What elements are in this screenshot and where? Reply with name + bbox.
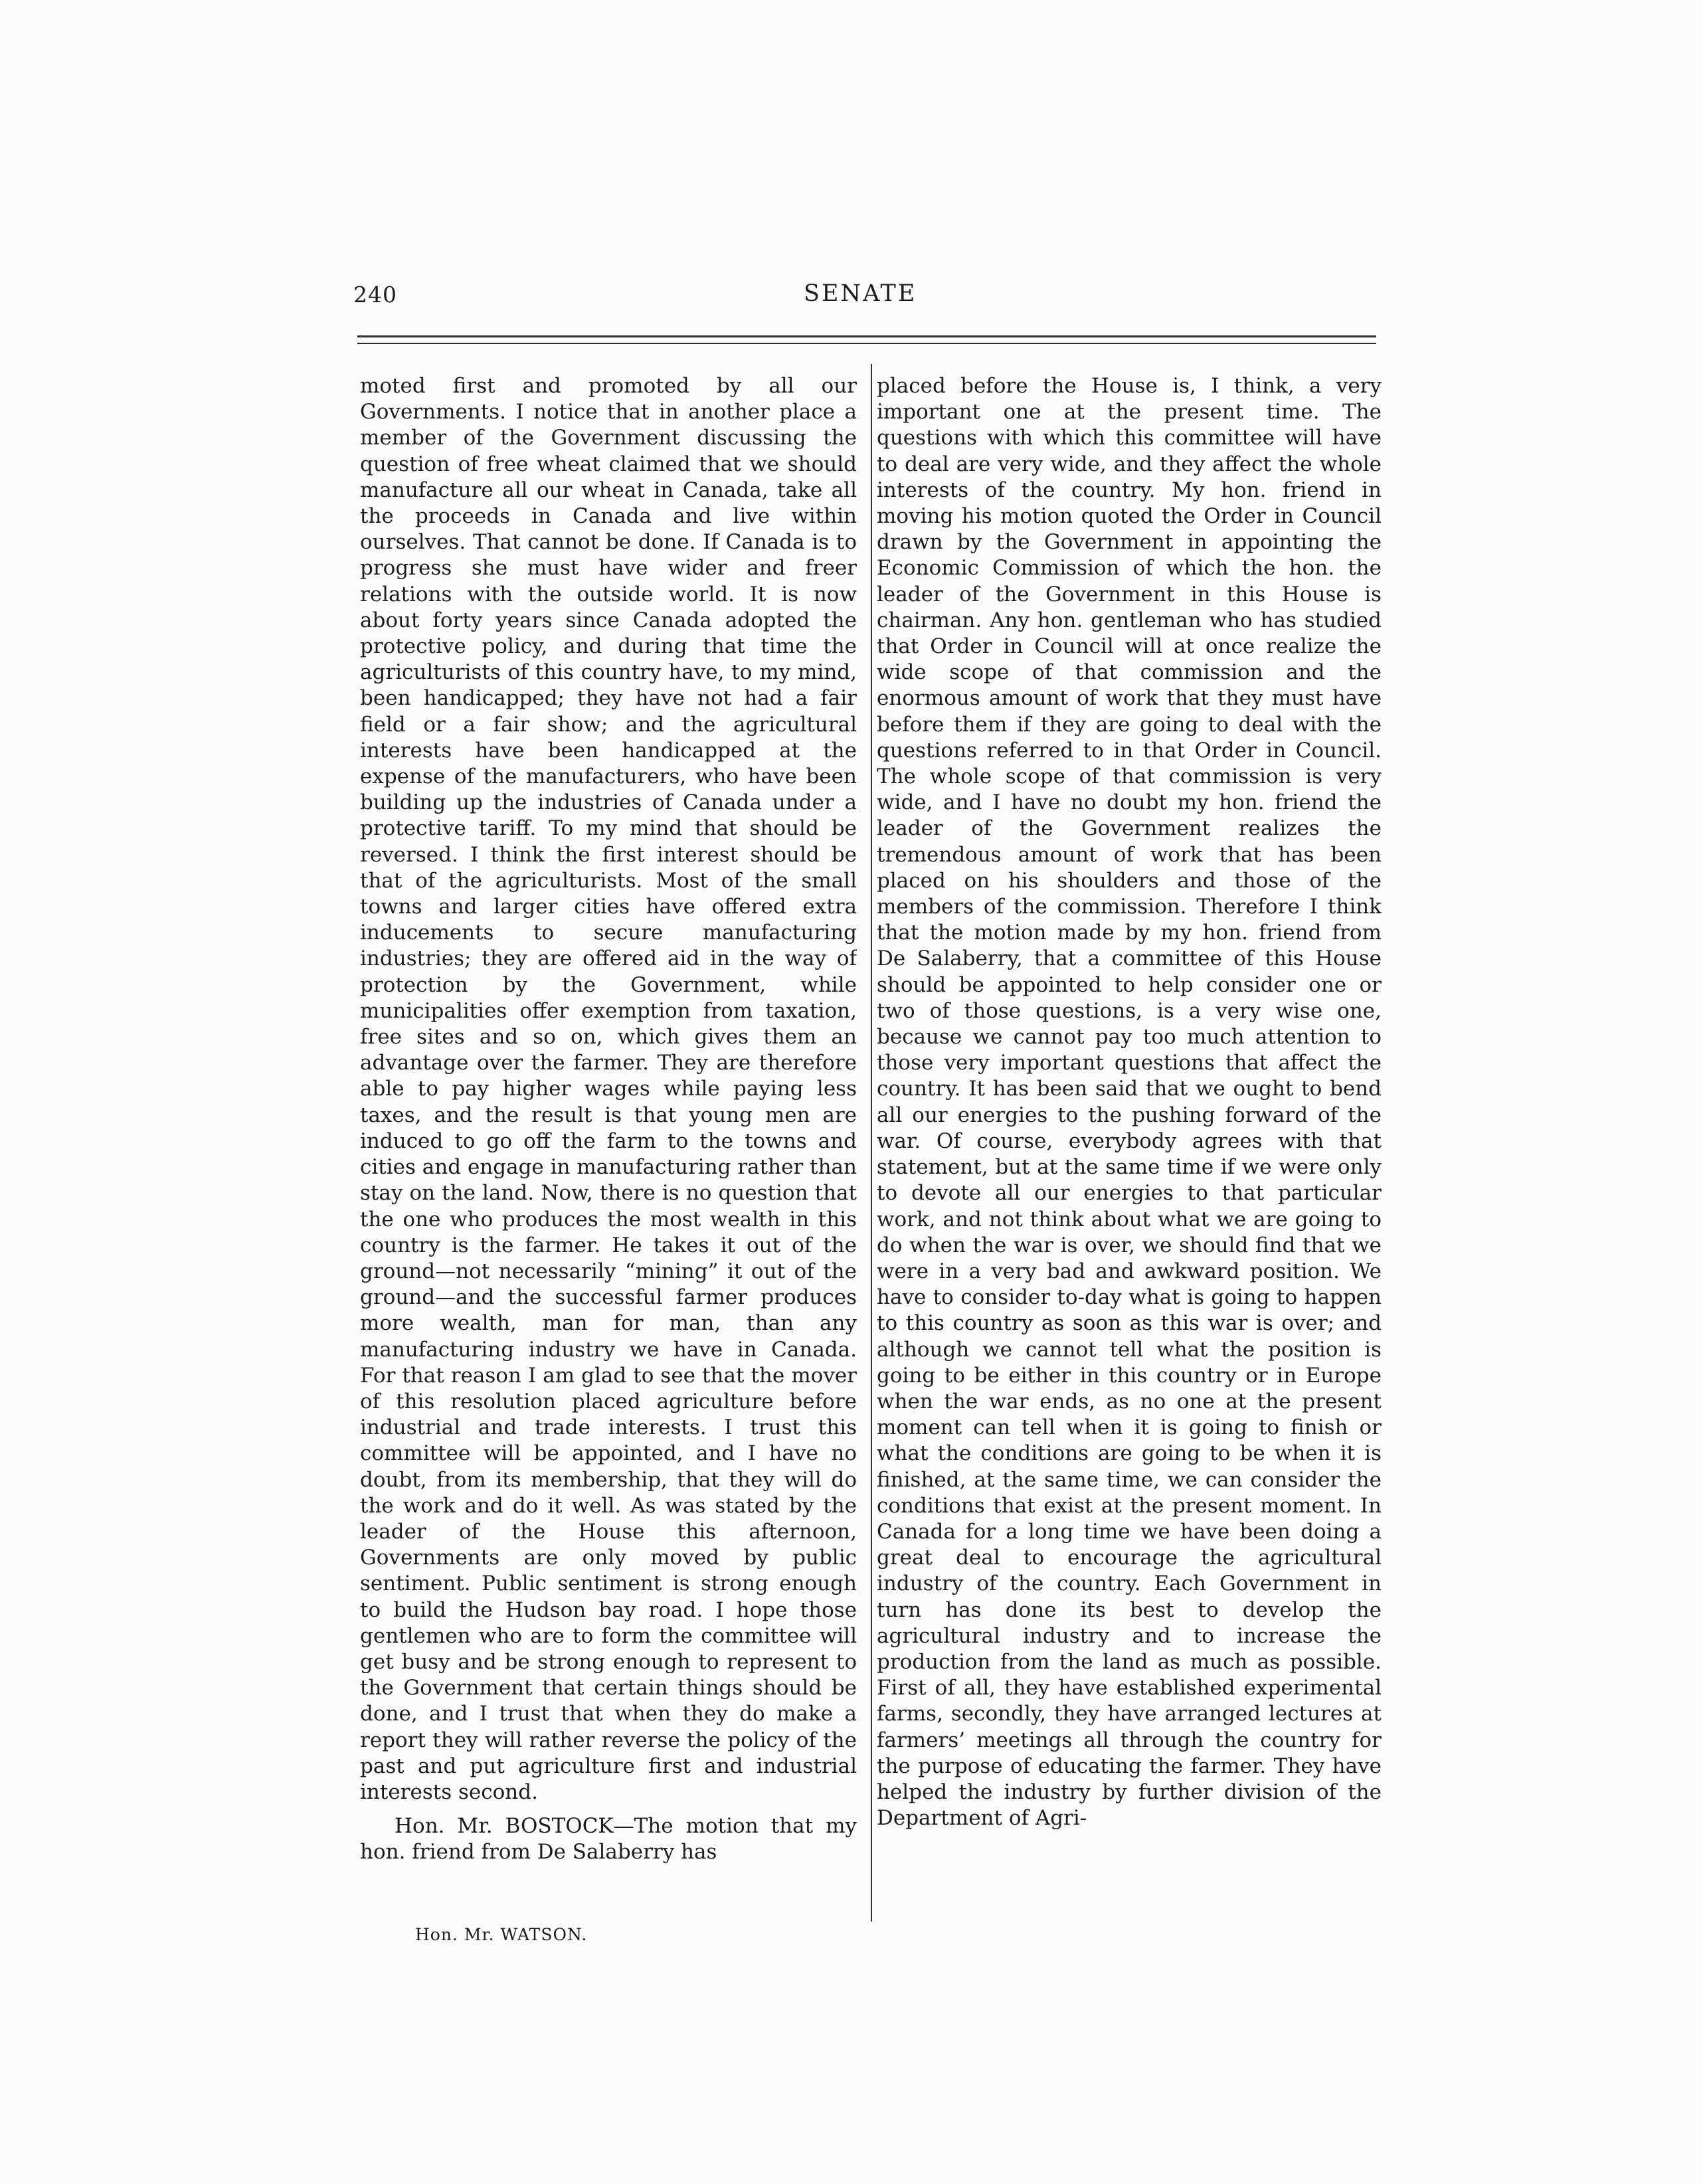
left-paragraph-2: Hon. Mr. BOSTOCK—The motion that my hon. friend from De Salaberry has: [360, 1814, 857, 1865]
right-paragraph-1: placed before the House is, I think, a very important one at the present time. The questions with which this committee will have to deal are very wide, and they affect the whole interests of the country. My hon. friend in moving his motion quoted the Order in Council drawn by the Government in appointing the Economic Commission of which the hon. the leader of the Government in this House is chairman. Any hon. gentleman who has studied that Order in Council will at once realize the wide scope of that commission and the enormous amount of work that they must have before them if they are going to deal with the questions referred to in that Order in Council. The whole scope of that commission is very wide, and I have no doubt my hon. friend the leader of the Government realizes the tremendous amount of work that has been placed on his shoulders and those of the members of the commission. Therefore I think that the motion made by my hon. friend from De Salaberry, that a committee of this House should be appointed to help consider one or two of those questions, is a very wise one, because we cannot pay too much attention to those very important questions that affect the country. It has been said that we ought to bend all our energies to the pushing forward of the war. Of course, everybody agrees with that statement, but at the same time if we were only to devote all our energies to that particular work, and not think about what we are going to do when the war is over, we should find that we were in a very bad and awkward position. We have to consider to-day what is going to happen to this country as soon as this war is over; and although we cannot tell what the position is going to be either in this country or in Europe when the war ends, as no one at the present moment can tell when it is going to finish or what the conditions are going to be when it is finished, at the same time, we can consider the conditions that exist at the present moment. In Canada for a long time we have been doing a great deal to encourage the agricultural industry of the country. Each Government in turn has done its best to develop the agricultural industry and to increase the production from the land as much as possible. First of all, they have established experimental farms, secondly, they have arranged lectures at farmers’ meetings all through the country for the purpose of educating the farmer. They have helped the industry by further division of the Department of Agri-: [877, 374, 1382, 1831]
right-column: [877, 373, 1382, 1921]
footer-speaker-line: Hon. Mr. WATSON.: [415, 1925, 588, 1944]
running-head: SENATE: [804, 280, 917, 307]
column-divider: [871, 364, 872, 1922]
page-number: 240: [353, 282, 397, 308]
left-column: [360, 373, 857, 1921]
left-paragraph-1: moted first and promoted by all our Governments. I notice that in another place a member of the Government discussing the question of free wheat claimed that we should manufacture all our wheat in Canada, take all the proceeds in Canada and live within ourselves. That cannot be done. If Canada is to progress she must have wider and freer relations with the outside world. It is now about forty years since Canada adopted the protective policy, and during that time the agriculturists of this country have, to my mind, been handicapped; they have not had a fair field or a fair show; and the agricultural interests have been handicapped at the expense of the manufacturers, who have been building up the industries of Canada under a protective tariff. To my mind that should be reversed. I think the first interest should be that of the agriculturists. Most of the small towns and larger cities have offered extra inducements to secure manufacturing industries; they are offered aid in the way of protection by the Government, while municipalities offer exemption from taxation, free sites and so on, which gives them an advantage over the farmer. They are therefore able to pay higher wages while paying less taxes, and the result is that young men are induced to go off the farm to the towns and cities and engage in manufacturing rather than stay on the land. Now, there is no question that the one who produces the most wealth in this country is the farmer. He takes it out of the ground—not necessarily “mining” it out of the ground—and the successful farmer produces more wealth, man for man, than any manufacturing industry we have in Canada. For that reason I am glad to see that the mover of this resolution placed agriculture before industrial and trade interests. I trust this committee will be appointed, and I have no doubt, from its membership, that they will do the work and do it well. As was stated by the leader of the House this afternoon, Governments are only moved by public sentiment. Public sentiment is strong enough to build the Hudson bay road. I hope those gentlemen who are to form the committee will get busy and be strong enough to represent to the Government that certain things should be done, and I trust that when they do make a report they will rather reverse the policy of the past and put agriculture first and industrial interests second.: [360, 374, 857, 1804]
header-rule-top: [357, 335, 1376, 337]
header-rule-bottom: [357, 343, 1376, 344]
